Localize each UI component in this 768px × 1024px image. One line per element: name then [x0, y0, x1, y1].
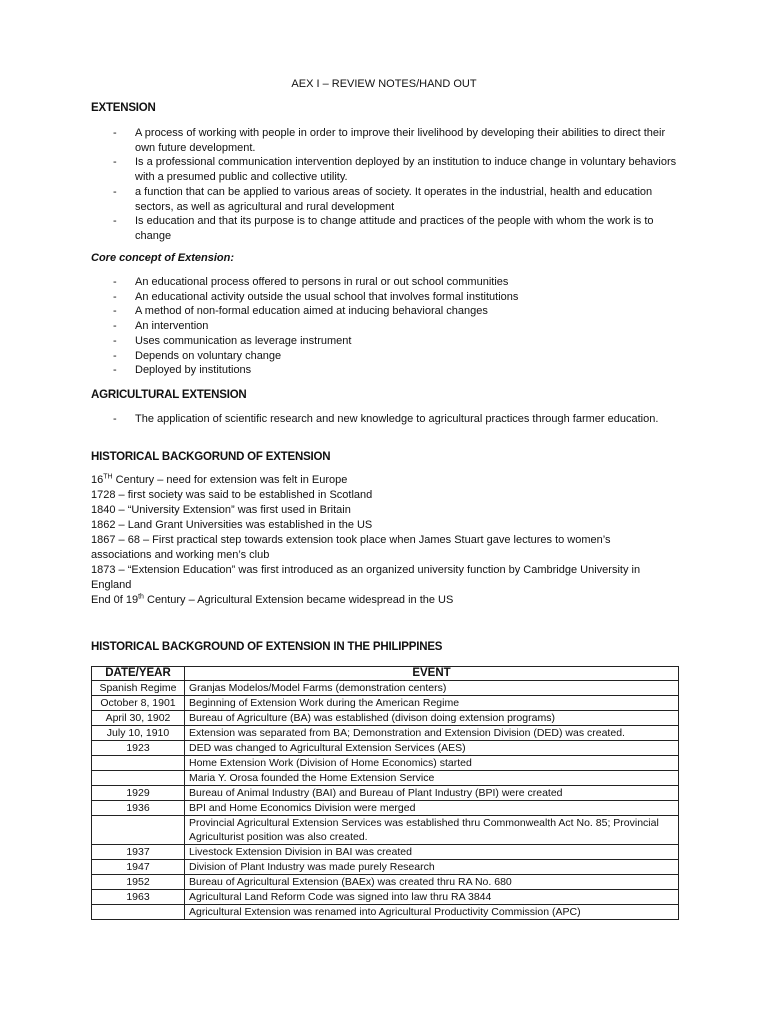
table-row [92, 905, 679, 920]
list-item-text: Is education and that its purpose is to change attitude and practices of the people with whom the work is to change [135, 215, 654, 242]
document-title: AEX I – REVIEW NOTES/HAND OUT [291, 78, 477, 90]
date-cell: 1952 [92, 875, 185, 890]
list-item [113, 334, 683, 349]
dash-bullet: - [113, 320, 117, 333]
event-cell: Bureau of Animal Industry (BAI) and Bureau of Plant Industry (BPI) were created [185, 786, 679, 801]
dash-bullet: - [113, 349, 117, 362]
date-cell: 1923 [92, 741, 185, 756]
event-cell: Agricultural Extension was renamed into Agricultural Productivity Commission (APC) [185, 905, 679, 920]
history-line: 1873 – “Extension Education” was first introduced as an organized university function by Cambridge University in England [91, 564, 641, 591]
table-row [92, 860, 679, 875]
event-cell: Bureau of Agricultural Extension (BAEx) was created thru RA No. 680 [185, 875, 679, 890]
event-cell: DED was changed to Agricultural Extension Services (AES) [185, 741, 679, 756]
historical-background-text [91, 473, 671, 608]
date-cell: 1947 [92, 860, 185, 875]
list-item [113, 185, 683, 214]
table-row [92, 741, 679, 756]
dash-bullet: - [113, 127, 117, 139]
list-item-text: Deployed by institutions [135, 364, 252, 377]
event-cell: Granjas Modelos/Model Farms (demonstration centers) [185, 681, 679, 696]
event-cell: Provincial Agricultural Extension Services was established thru Commonwealth Act No. 85; Provincial Agriculturist position was also created. [185, 816, 679, 845]
date-cell: 1936 [92, 801, 185, 816]
list-item [113, 412, 683, 427]
dash-bullet: - [113, 413, 117, 425]
list-item [113, 319, 683, 334]
list-item [113, 290, 683, 305]
table-row [92, 771, 679, 786]
core-concept-heading: Core concept of Extension: [91, 252, 235, 264]
list-item-text: The application of scientific research and new knowledge to agricultural practices through farmer education. [135, 413, 659, 425]
history-line: 1840 – “University Extension” was first used in Britain [91, 504, 351, 516]
history-line: 1867 – 68 – First practical step towards extension took place when James Stuart gave lectures to women’s associations and working men’s club [91, 534, 611, 561]
history-line: 16TH Century – need for extension was felt in Europe [91, 473, 348, 486]
agricultural-extension-heading: AGRICULTURAL EXTENSION [91, 389, 247, 401]
date-cell: July 10, 1910 [92, 726, 185, 741]
dash-bullet: - [113, 185, 117, 198]
date-column-header: DATE/YEAR [92, 667, 185, 681]
list-item-text: Depends on voluntary change [135, 349, 282, 362]
dash-bullet: - [113, 334, 117, 347]
table-row [92, 726, 679, 741]
table-row [92, 711, 679, 726]
table-row [92, 816, 679, 845]
list-item-text: A process of working with people in order to improve their livelihood by developing their abilities to direct their own future development. [135, 127, 666, 154]
history-line: 1728 – first society was said to be established in Scotland [91, 489, 373, 501]
date-cell [92, 771, 185, 786]
list-item-text: An educational activity outside the usual school that involves formal institutions [135, 290, 519, 303]
dash-bullet: - [113, 215, 117, 228]
table-row [92, 875, 679, 890]
event-cell: BPI and Home Economics Division were merged [185, 801, 679, 816]
list-item-text: Uses communication as leverage instrument [135, 334, 352, 347]
table-row [92, 845, 679, 860]
list-item-text: a function that can be applied to various areas of society. It operates in the industrial, health and education sectors, as well as agricultural and rural development [135, 185, 653, 213]
dash-bullet: - [113, 276, 117, 288]
event-cell: Beginning of Extension Work during the American Regime [185, 696, 679, 711]
table-row [92, 786, 679, 801]
event-cell: Livestock Extension Division in BAI was created [185, 845, 679, 860]
extension-heading: EXTENSION [91, 102, 156, 114]
table-row [92, 756, 679, 771]
date-cell: 1963 [92, 890, 185, 905]
table-row [92, 681, 679, 696]
table-row [92, 890, 679, 905]
list-item [113, 363, 683, 378]
event-cell: Extension was separated from BA; Demonstration and Extension Division (DED) was created. [185, 726, 679, 741]
dash-bullet: - [113, 305, 117, 318]
event-cell: Maria Y. Orosa founded the Home Extension Service [185, 771, 679, 786]
list-item [113, 155, 683, 184]
list-item-text: An educational process offered to persons in rural or out school communities [135, 276, 509, 288]
dash-bullet: - [113, 290, 117, 303]
history-line: 1862 – Land Grant Universities was established in the US [91, 519, 373, 531]
extension-list [113, 126, 683, 244]
event-cell: Home Extension Work (Division of Home Economics) started [185, 756, 679, 771]
agricultural-extension-list [113, 412, 683, 427]
table-header-row [92, 667, 679, 681]
event-cell: Division of Plant Industry was made purely Research [185, 860, 679, 875]
table-row [92, 801, 679, 816]
list-item [113, 275, 683, 290]
core-concept-list [113, 275, 683, 378]
philippines-heading: HISTORICAL BACKGROUND OF EXTENSION IN THE PHILIPPINES [91, 641, 443, 653]
event-column-header: EVENT [185, 667, 679, 681]
list-item-text: A method of non-formal education aimed at inducing behavioral changes [135, 305, 488, 318]
date-cell: Spanish Regime [92, 681, 185, 696]
dash-bullet: - [113, 156, 117, 169]
history-line: End 0f 19th Century – Agricultural Extension became widespread in the US [91, 593, 454, 606]
list-item-text: An intervention [135, 320, 209, 333]
table-row [92, 696, 679, 711]
date-cell [92, 905, 185, 920]
list-item-text: Is a professional communication intervention deployed by an institution to induce change in voluntary behaviors with a presumed public and collective utility. [135, 156, 677, 184]
list-item [113, 214, 683, 243]
date-cell: 1937 [92, 845, 185, 860]
date-cell: 1929 [92, 786, 185, 801]
date-cell [92, 756, 185, 771]
extension-history-table [91, 666, 679, 920]
list-item [113, 349, 683, 364]
date-cell: April 30, 1902 [92, 711, 185, 726]
dash-bullet: - [113, 364, 117, 377]
event-cell: Agricultural Land Reform Code was signed into law thru RA 3844 [185, 890, 679, 905]
date-cell [92, 816, 185, 845]
historical-background-heading: HISTORICAL BACKGORUND OF EXTENSION [91, 451, 331, 463]
date-cell: October 8, 1901 [92, 696, 185, 711]
event-cell: Bureau of Agriculture (BA) was established (divison doing extension programs) [185, 711, 679, 726]
list-item [113, 126, 683, 155]
list-item [113, 304, 683, 319]
